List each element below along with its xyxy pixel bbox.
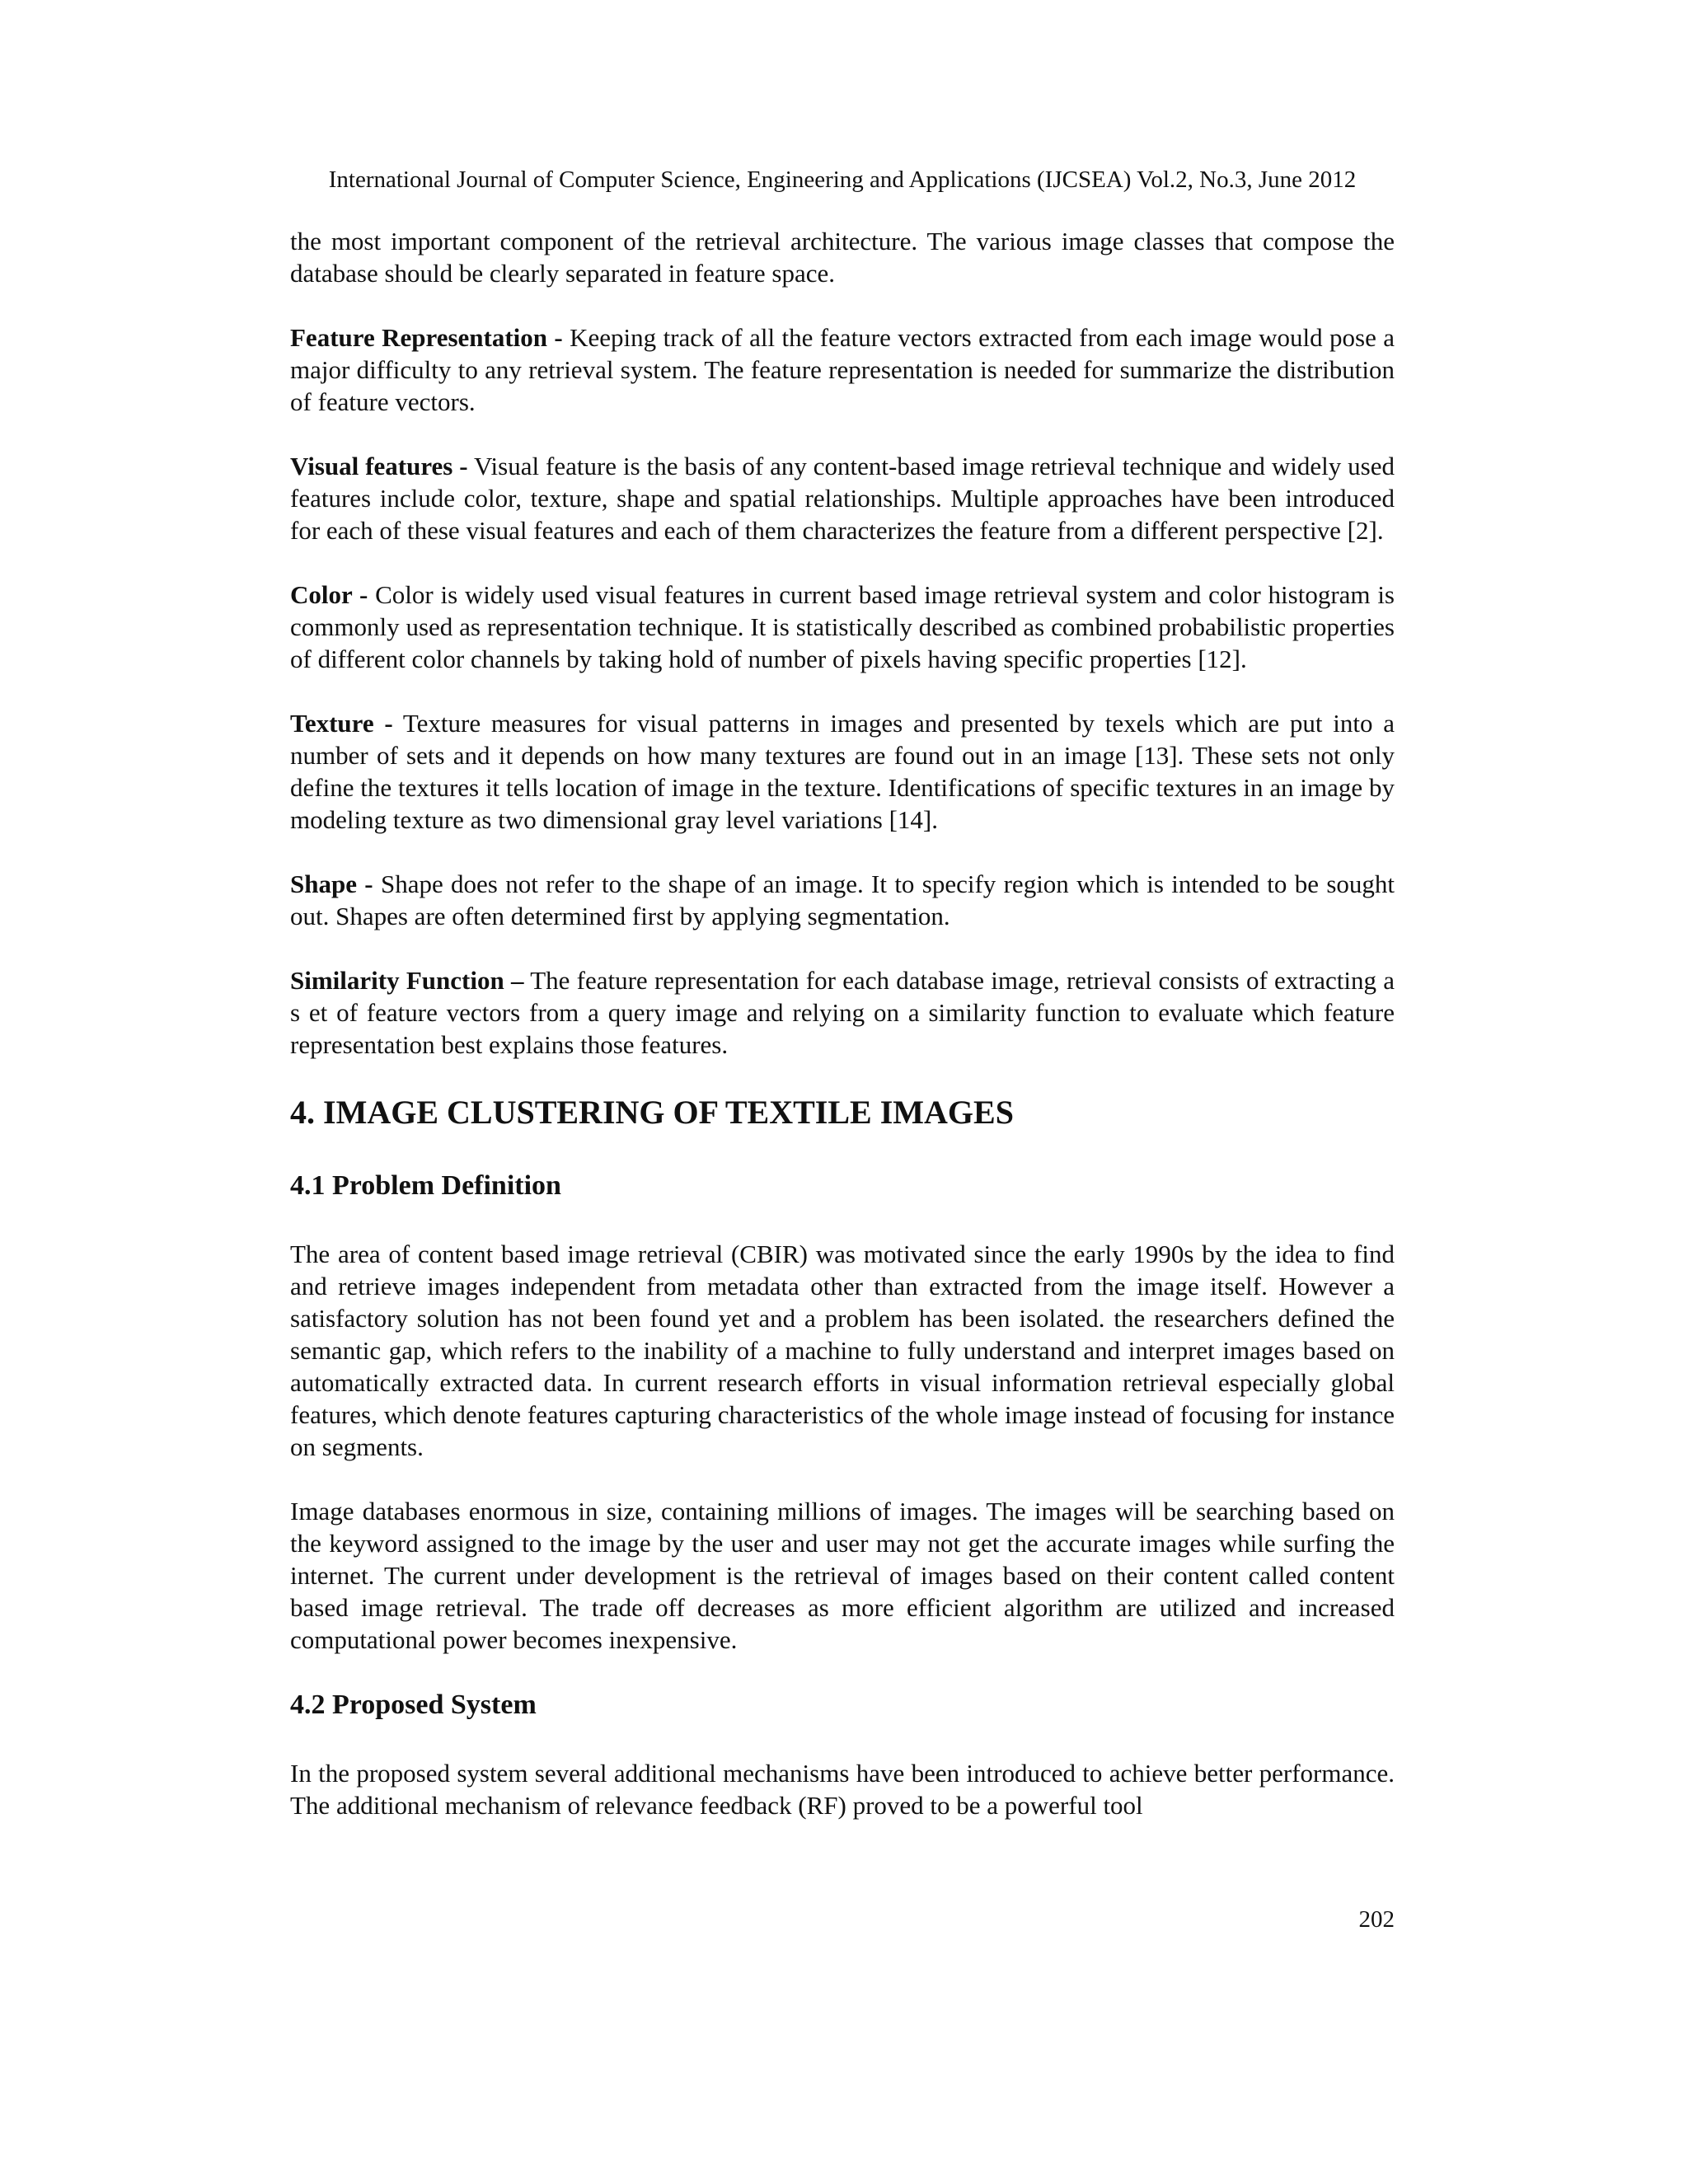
paragraph-proposed-system: In the proposed system several additional mechanisms have been introduced to achieve better performance. The additional mechanism of relevance feedback (RF) proved to be a powerful tool bbox=[290, 1759, 1395, 1820]
paragraph-color bbox=[290, 579, 1395, 675]
text-texture: Texture measures for visual patterns in images and presented by texels which are put into a number of sets and it depends on how many textures are found out in an image [13]. These sets not only define the textures it tells location of image in the texture. Identifications of specific textures in an image by modeling texture as two dimensional gray level variations [14]. bbox=[290, 709, 1395, 834]
term-shape: Shape - bbox=[290, 869, 373, 898]
term-color: Color - bbox=[290, 580, 368, 609]
term-similarity-function: Similarity Function – bbox=[290, 966, 524, 995]
page-number: 202 bbox=[1358, 1906, 1395, 1933]
text-color: Color is widely used visual features in current based image retrieval system and color histogram is commonly used as representation technique. It is statistically described as combined probabilistic properties of different color channels by taking hold of number of pixels having specific properties [12]. bbox=[290, 580, 1395, 673]
term-texture: Texture - bbox=[290, 709, 393, 738]
running-header: International Journal of Computer Science, Engineering and Applications (IJCSEA) Vol.2, No.3, June 2012 bbox=[328, 166, 1357, 193]
text-feature-representation: Keeping track of all the feature vectors extracted from each image would pose a major difficulty to any retrieval system. The feature representation is needed for summarize the distribution of feature vectors. bbox=[290, 323, 1395, 416]
paragraph-feature-representation bbox=[290, 321, 1395, 418]
paragraph-problem-definition-1: The area of content based image retrieval (CBIR) was motivated since the early 1990s by the idea to find and retrieve images independent from metadata other than extracted from the image itself. However a satisfactory solution has not been found yet and a problem has been isolated. the researchers defined the semantic gap, which refers to the inability of a machine to fully understand and interpret images based on automatically extracted data. In current research efforts in visual information retrieval especially global features, which denote features capturing characteristics of the whole image instead of focusing for instance on segments. bbox=[290, 1240, 1395, 1461]
paragraph-visual-features bbox=[290, 450, 1395, 546]
paragraph-similarity-function bbox=[290, 964, 1395, 1061]
text-shape: Shape does not refer to the shape of an image. It to specify region which is intended to be sought out. Shapes are often determined first by applying segmentation. bbox=[290, 869, 1395, 930]
subsection-heading-problem-definition: 4.1 Problem Definition bbox=[290, 1170, 561, 1201]
section-heading: 4. IMAGE CLUSTERING OF TEXTILE IMAGES bbox=[290, 1094, 1014, 1131]
body-text bbox=[290, 225, 1395, 1821]
paragraph-intro: the most important component of the retrieval architecture. The various image classes that compose the database should be clearly separated in feature space. bbox=[290, 227, 1395, 288]
subsection-heading-proposed-system: 4.2 Proposed System bbox=[290, 1690, 537, 1720]
term-visual-features: Visual features - bbox=[290, 452, 468, 480]
paragraph-texture bbox=[290, 707, 1395, 836]
text-similarity-function: The feature representation for each database image, retrieval consists of extracting a s et of feature vectors from a query image and relying on a similarity function to evaluate which feature representation best explains those features. bbox=[290, 966, 1395, 1059]
term-feature-representation: Feature Representation - bbox=[290, 323, 563, 352]
paragraph-problem-definition-2: Image databases enormous in size, containing millions of images. The images will be searching based on the keyword assigned to the image by the user and user may not get the accurate images while surfing the internet. The current under development is the retrieval of images based on their content called content based image retrieval. The trade off decreases as more efficient algorithm are utilized and increased computational power becomes inexpensive. bbox=[290, 1497, 1395, 1654]
text-visual-features: Visual feature is the basis of any content-based image retrieval technique and widely used features include color, texture, shape and spatial relationships. Multiple approaches have been introduced for each of these visual features and each of them characterizes the feature from a different perspective [2]. bbox=[290, 452, 1395, 545]
paragraph-shape bbox=[290, 868, 1395, 932]
